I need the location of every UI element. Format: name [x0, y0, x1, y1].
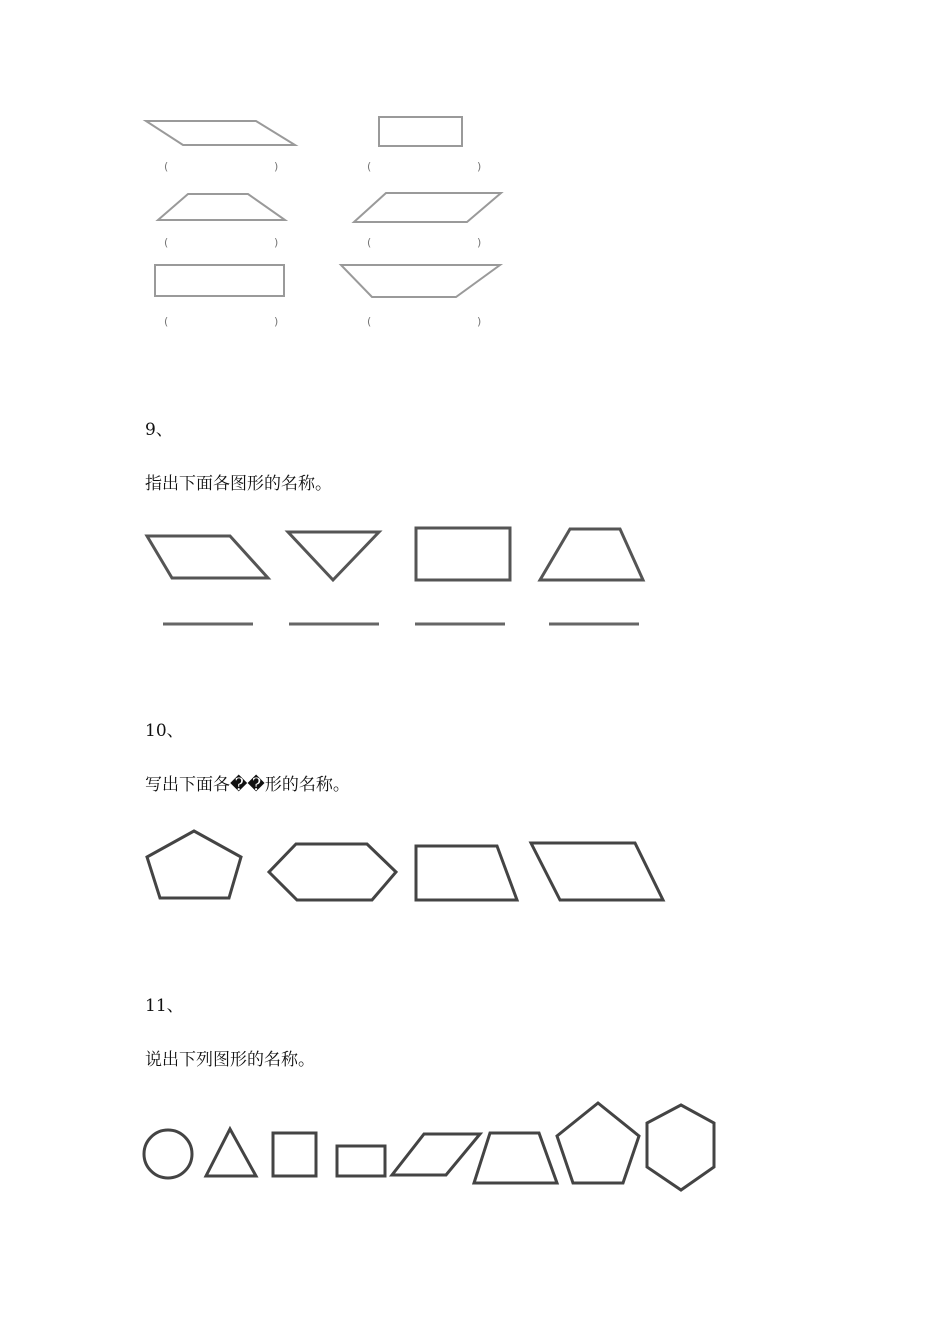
- q11-pentagon: [557, 1103, 639, 1183]
- top-rectangle-2: [155, 265, 284, 296]
- top-figure-group: [0, 0, 950, 340]
- q9-triangle: [288, 532, 379, 580]
- answer-paren-close: ): [274, 315, 279, 328]
- top-parallelogram-2: [354, 193, 501, 222]
- answer-paren-close: ): [477, 236, 482, 249]
- question-11-figures: [0, 1095, 950, 1205]
- q10-pentagon: [147, 831, 241, 898]
- answer-paren-open: (: [164, 315, 169, 328]
- q11-parallelogram: [392, 1134, 480, 1175]
- q9-trapezoid: [540, 529, 643, 580]
- top-trapezoid-2: [341, 265, 500, 297]
- answer-paren-open: (: [164, 236, 169, 249]
- top-parallelogram-1: [146, 121, 295, 145]
- q10-hexagon: [269, 844, 396, 900]
- q9-rectangle: [416, 528, 510, 580]
- answer-paren-close: ): [274, 160, 279, 173]
- question-9-figures: [0, 520, 950, 660]
- answer-paren-close: ): [477, 160, 482, 173]
- q11-hexagon: [647, 1105, 714, 1190]
- q11-circle: [144, 1130, 192, 1178]
- answer-paren-open: (: [367, 236, 372, 249]
- question-10-number: 10、: [145, 721, 184, 741]
- top-trapezoid-1: [158, 194, 285, 220]
- q11-rectangle: [337, 1146, 385, 1176]
- q11-trapezoid: [474, 1133, 557, 1183]
- q11-triangle: [206, 1129, 256, 1176]
- answer-paren-close: ): [274, 236, 279, 249]
- q11-square: [273, 1133, 316, 1176]
- question-10-figures: [0, 820, 950, 920]
- question-11-text: 说出下列图形的名称。: [145, 1050, 315, 1070]
- answer-paren-open: (: [367, 315, 372, 328]
- question-11-number: 11、: [145, 996, 184, 1016]
- q10-right-trapezoid: [416, 846, 517, 900]
- answer-paren-open: (: [367, 160, 372, 173]
- question-10-text: 写出下面各��形的名称。: [145, 775, 350, 795]
- question-9-number: 9、: [145, 420, 173, 440]
- q9-parallelogram: [147, 536, 268, 578]
- top-rectangle-1: [379, 117, 462, 146]
- q10-parallelogram: [531, 843, 663, 900]
- answer-paren-close: ): [477, 315, 482, 328]
- answer-paren-open: (: [164, 160, 169, 173]
- question-9-text: 指出下面各图形的名称。: [145, 474, 332, 494]
